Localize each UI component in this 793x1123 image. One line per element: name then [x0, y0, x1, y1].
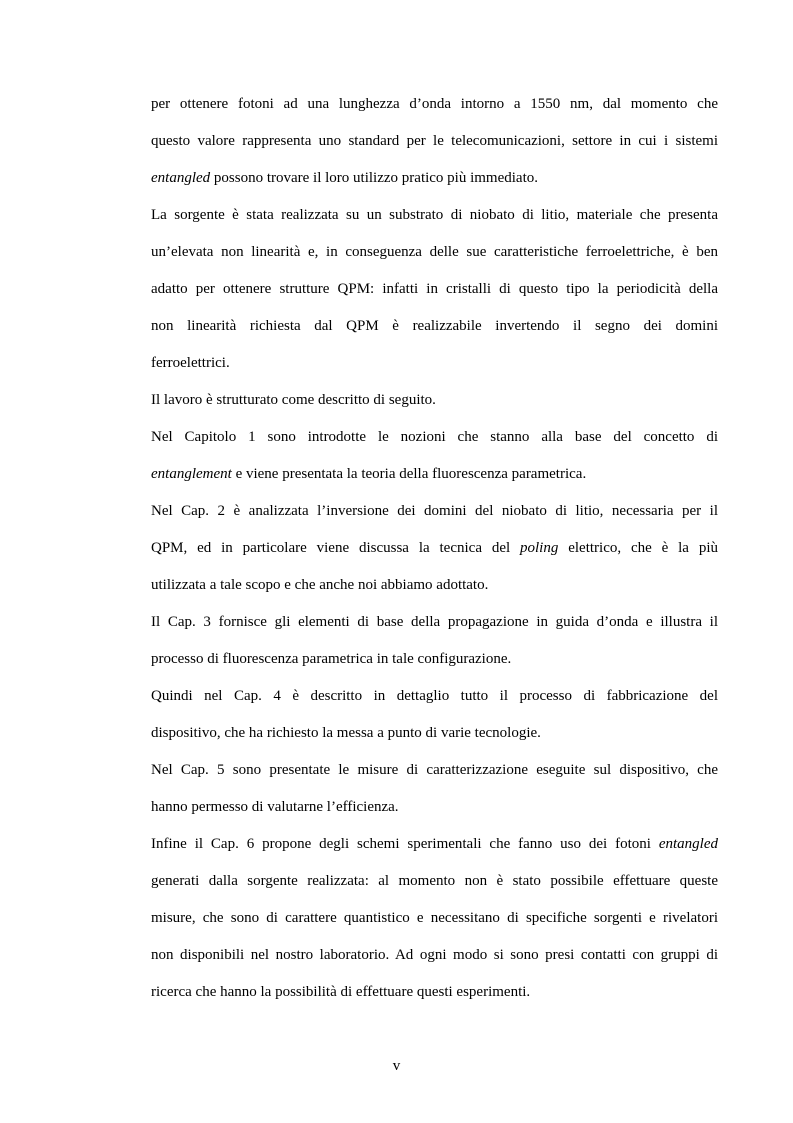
paragraph: [151, 678, 718, 752]
text-line: [151, 308, 718, 345]
text-line: [151, 863, 718, 900]
text-line: [151, 493, 718, 530]
text-line: [151, 86, 718, 123]
text-line: [151, 974, 718, 1011]
text-line: [151, 271, 718, 308]
text-line: [151, 160, 718, 197]
text-segment: generati dalla sorgente realizzata: al momento non è stato possibile effettuare queste: [151, 873, 718, 889]
text-segment: La sorgente è stata realizzata su un substrato di niobato di litio, materiale che presenta: [151, 207, 718, 223]
text-line: [151, 456, 718, 493]
text-segment: possono trovare il loro utilizzo pratico più immediato.: [210, 170, 539, 186]
text-segment: ferroelettrici.: [151, 355, 230, 371]
text-line: [151, 197, 718, 234]
text-segment: Nel Cap. 2 è analizzata l’inversione dei domini del niobato di litio, necessaria per il: [151, 503, 718, 519]
text-segment: Nel Capitolo 1 sono introdotte le nozioni che stanno alla base del concetto di: [151, 429, 718, 445]
page-number: v: [392, 1058, 401, 1074]
text-line: [151, 715, 718, 752]
paragraph: [151, 382, 718, 419]
text-line: [151, 826, 718, 863]
text-segment: non linearità richiesta dal QPM è realizzabile invertendo il segno dei domini: [151, 318, 718, 334]
text-segment: e viene presentata la teoria della fluorescenza parametrica.: [231, 466, 587, 482]
text-segment: misure, che sono di carattere quantistico e necessitano di specifiche sorgenti e rivelatori: [151, 910, 718, 926]
italic-term: entanglement: [151, 466, 232, 482]
text-line: [151, 937, 718, 974]
text-segment: elettrico, che è la più: [558, 540, 718, 556]
text-segment: per ottenere fotoni ad una lunghezza d’onda intorno a 1550 nm, dal momento che: [151, 96, 718, 112]
document-page: [151, 86, 718, 1011]
text-line: [151, 900, 718, 937]
text-segment: Nel Cap. 5 sono presentate le misure di caratterizzazione eseguite sul dispositivo, che: [151, 762, 718, 778]
text-segment: adatto per ottenere strutture QPM: infatti in cristalli di questo tipo la periodicità della: [151, 281, 718, 297]
paragraph: [151, 419, 718, 493]
text-segment: Il Cap. 3 fornisce gli elementi di base della propagazione in guida d’onda e illustra il: [151, 614, 718, 630]
text-segment: un’elevata non linearità e, in conseguenza delle sue caratteristiche ferroelettriche, è ben: [151, 244, 718, 260]
text-segment: Il lavoro è strutturato come descritto di seguito.: [151, 392, 436, 408]
text-line: [151, 567, 718, 604]
paragraph: [151, 604, 718, 678]
text-segment: questo valore rappresenta uno standard per le telecomunicazioni, settore in cui i sistemi: [151, 133, 718, 149]
text-line: [151, 752, 718, 789]
text-segment: QPM, ed in particolare viene discussa la tecnica del: [151, 540, 521, 556]
paragraph: [151, 826, 718, 1011]
text-line: [151, 419, 718, 456]
text-segment: Quindi nel Cap. 4 è descritto in dettaglio tutto il processo di fabbricazione del: [151, 688, 718, 704]
text-segment: dispositivo, che ha richiesto la messa a punto di varie tecnologie.: [151, 725, 541, 741]
text-line: [151, 641, 718, 678]
text-line: [151, 604, 718, 641]
text-segment: processo di fluorescenza parametrica in tale configurazione.: [151, 651, 512, 667]
text-line: [151, 789, 718, 826]
text-line: [151, 345, 718, 382]
paragraph: [151, 86, 718, 197]
text-line: [151, 382, 718, 419]
text-segment: Infine il Cap. 6 propone degli schemi sperimentali che fanno uso dei fotoni: [151, 836, 659, 852]
paragraph: [151, 197, 718, 382]
italic-term: poling: [520, 540, 559, 556]
italic-term: entangled: [658, 836, 718, 852]
text-segment: non disponibili nel nostro laboratorio. Ad ogni modo si sono presi contatti con gruppi di: [151, 947, 718, 963]
text-segment: utilizzata a tale scopo e che anche noi abbiamo adottato.: [151, 577, 489, 593]
text-line: [151, 123, 718, 160]
text-segment: ricerca che hanno la possibilità di effettuare questi esperimenti.: [151, 984, 531, 1000]
text-segment: hanno permesso di valutarne l’efficienza.: [151, 799, 399, 815]
text-line: [151, 234, 718, 271]
body-text: [151, 86, 718, 1011]
paragraph: [151, 752, 718, 826]
text-line: [151, 530, 718, 567]
paragraph: [151, 493, 718, 604]
italic-term: entangled: [151, 170, 211, 186]
text-line: [151, 678, 718, 715]
